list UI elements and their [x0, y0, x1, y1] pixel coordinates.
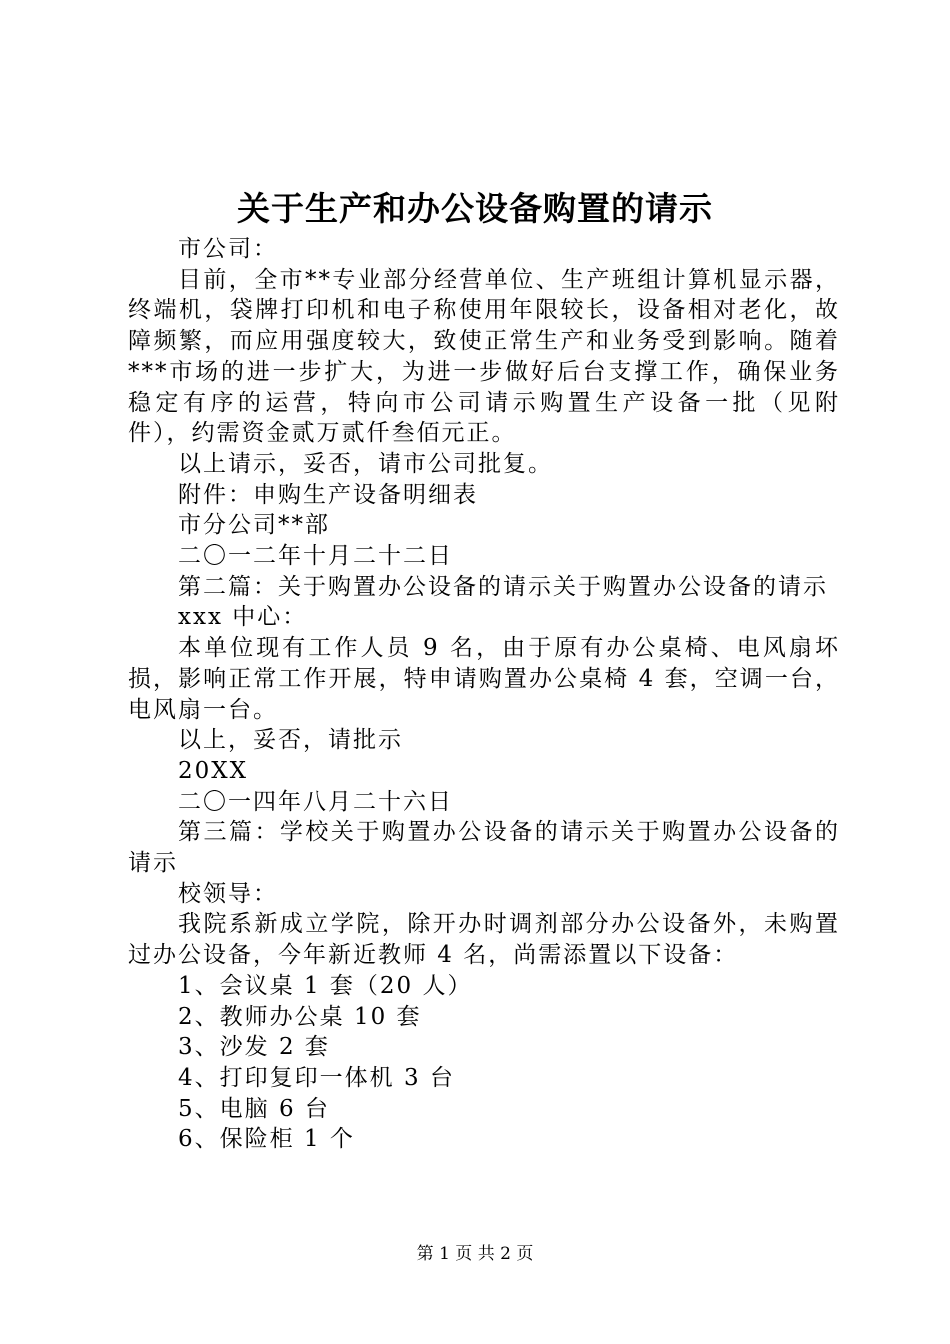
- paragraph-attachment: 附件：申购生产设备明细表: [178, 481, 478, 508]
- paragraph-body-1: 目前，全市**专业部分经营单位、生产班组计算机显示器，终端机，袋牌打印机和电子称使用年限较长，设备相对老化，故障频繁，而应用强度较大，致使正常生产和业务受到影响。随着***市场的进一步扩大，为进一步做好后台支撑工作，确保业务稳定有序的运营，特向市公司请示购置生产设备一批（见附件），约需资金贰万贰仟叁佰元正。: [128, 266, 840, 447]
- paragraph-date-2: 二〇一四年八月二十六日: [178, 788, 453, 815]
- paragraph-signature-2: 20XX: [178, 757, 249, 784]
- list-item: 4、打印复印一体机 3 台: [178, 1064, 455, 1091]
- list-item: 6、保险柜 1 个: [178, 1126, 355, 1153]
- paragraph-salutation-3: 校领导：: [178, 880, 278, 907]
- paragraph-signature-1: 市分公司**部: [178, 512, 330, 539]
- document-title: 关于生产和办公设备购置的请示: [237, 189, 713, 228]
- paragraph-request-1: 以上请示，妥否，请市公司批复。: [178, 450, 553, 477]
- paragraph-date-1: 二〇一二年十月二十二日: [178, 543, 453, 570]
- list-item: 2、教师办公桌 10 套: [178, 1003, 422, 1030]
- paragraph-section-3-heading: 第三篇：学校关于购置办公设备的请示关于购置办公设备的请示: [128, 819, 840, 877]
- paragraph-body-3: 我院系新成立学院，除开办时调剂部分办公设备外，未购置过办公设备，今年新近教师 4 名，尚需添置以下设备：: [128, 911, 840, 969]
- paragraph-salutation-1: 市公司：: [178, 236, 278, 262]
- list-item: 5、电脑 6 台: [178, 1095, 330, 1122]
- paragraph-request-2: 以上，妥否，请批示: [178, 727, 403, 754]
- paragraph-salutation-2: xxx 中心：: [178, 604, 308, 631]
- list-item: 1、会议桌 1 套（20 人）: [178, 972, 473, 999]
- list-item: 3、沙发 2 套: [178, 1034, 330, 1061]
- paragraph-body-2: 本单位现有工作人员 9 名，由于原有办公桌椅、电风扇坏损，影响正常工作开展，特申请购置办公桌椅 4 套，空调一台，电风扇一台。: [128, 635, 840, 723]
- page-footer: 第 1 页 共 2 页: [416, 1244, 534, 1264]
- paragraph-section-2-heading: 第二篇：关于购置办公设备的请示关于购置办公设备的请示: [178, 573, 828, 600]
- document-body: [128, 234, 840, 1155]
